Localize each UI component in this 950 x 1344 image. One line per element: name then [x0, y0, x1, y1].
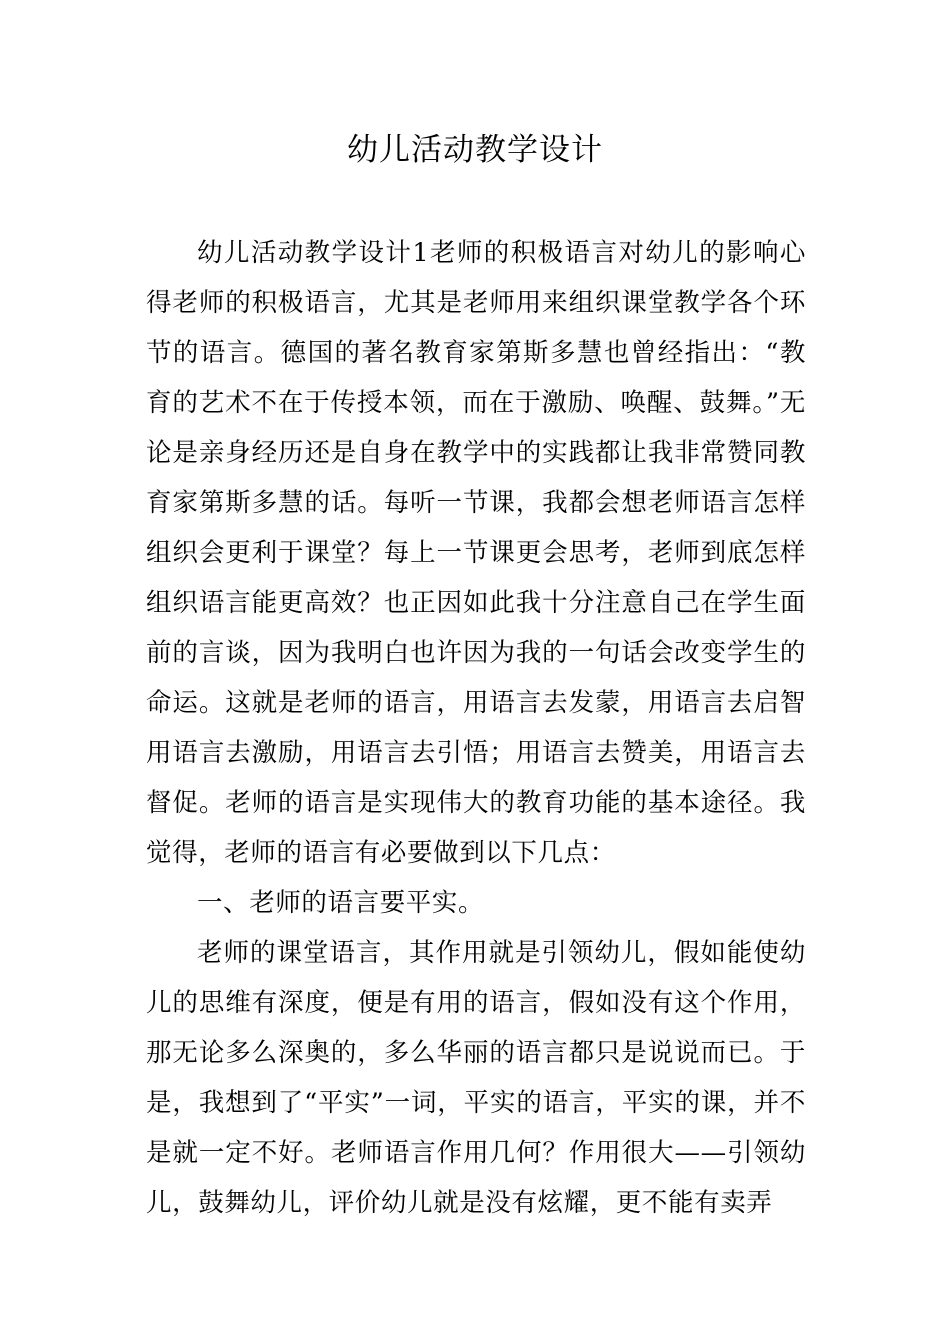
paragraph-intro: 幼儿活动教学设计1老师的积极语言对幼儿的影响心得老师的积极语言，尤其是老师用来组织课堂教学各个环节的语言。德国的著名教育家第斯多慧也曾经指出：“教育的艺术不在于传授本领，而在于激励、唤醒、鼓舞。”无论是亲身经历还是自身在教学中的实践都让我非常赞同教育家第斯多慧的话。每听一节课，我都会想老师语言怎样组织会更利于课堂？每上一节课更会思考，老师到底怎样组织语言能更高效？也正因如此我十分注意自己在学生面前的言谈，因为我明白也许因为我的一句话会改变学生的命运。这就是老师的语言，用语言去发蒙，用语言去启智用语言去激励，用语言去引悟；用语言去赞美，用语言去督促。老师的语言是实现伟大的教育功能的基本途径。我觉得，老师的语言有必要做到以下几点：	[146, 238, 806, 868]
document-title: 幼儿活动教学设计	[347, 132, 603, 168]
paragraph-point-1: 老师的课堂语言，其作用就是引领幼儿，假如能使幼儿的思维有深度，便是有用的语言，假如没有这个作用，那无论多么深奥的，多么华丽的语言都只是说说而已。于是，我想到了“平实”一词，平实的语言，平实的课，并不是就一定不好。老师语言作用几何？作用很大——引领幼儿，鼓舞幼儿，评价幼儿就是没有炫耀，更不能有卖弄	[146, 938, 806, 1218]
paragraph-heading-1: 一、老师的语言要平实。	[197, 888, 485, 918]
document-body	[146, 228, 806, 1228]
